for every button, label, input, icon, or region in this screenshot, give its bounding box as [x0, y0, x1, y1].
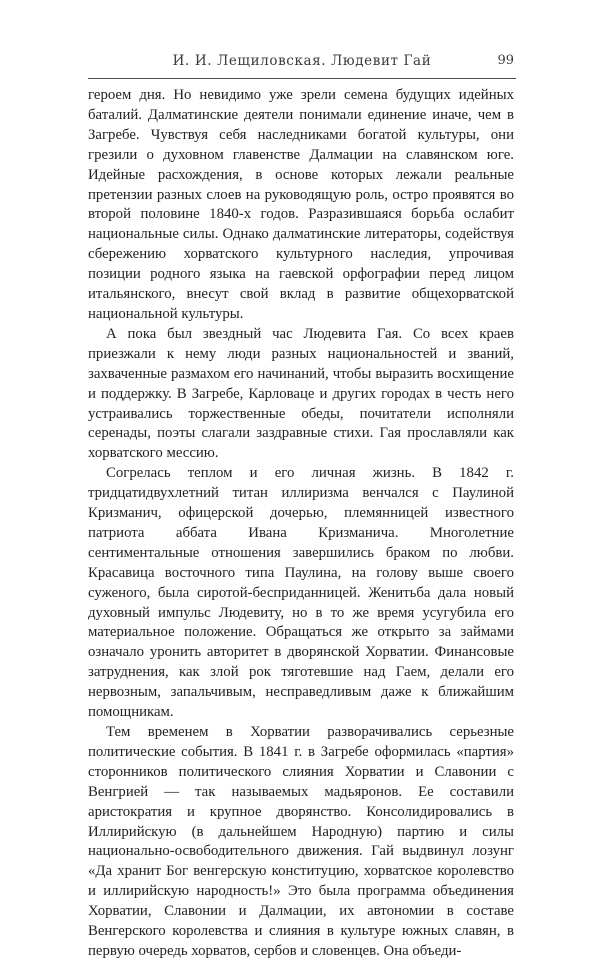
running-title: И. И. Лещиловская. Людевит Гай — [172, 53, 432, 69]
paragraph: Тем временем в Хорватии разворачивались серьезные политические события. В 1841 г. в Загребе оформилась «партия» сторонников политического слияния Хорватии и Славонии с Венгрией — так называемых мадьяронов. Ее составили аристократия и крупное дворянство. Консолидировались в Иллирийскую (в дальнейшем Народную) партию и силы национально-освободительного движения. Гай выдвинул лозунг «Да хранит Бог венгерскую конституцию, хорватское королевство и иллирийскую народность!» Это была программа объединения Хорватии, Славонии и Далмации, их автономии в составе Венгерского королевства и слияния в культуре южных славян, в первую очередь хорватов, сербов и словенцев. Она объеди- — [88, 724, 514, 959]
paragraph: героем дня. Но невидимо уже зрели семена будущих идейных баталий. Далматинские деятели понимали единение иначе, чем в Загребе. Чувствуя себя наследниками богатой культуры, они грезили о духовном главенстве Далмации на славянском юге. Идейные расхождения, в основе которых лежали реальные претензии разных слоев на руководящую роль, остро проявятся во второй половине 1840-х годов. Разразившаяся борьба ослабит национальные силы. Однако далматинские литераторы, содействуя сбережению хорватского культурного наследия, упрочивая позиции родного языка на гаевской орфографии перед лицом итальянского, внесут свой вклад в развитие общехорватской национальной культуры. — [88, 87, 514, 322]
running-header — [88, 52, 516, 79]
paragraph: А пока был звездный час Людевита Гая. Со всех краев приезжали к нему люди разных национальностей и званий, захваченные размахом его начинаний, чтобы выразить восхищение и поддержку. В Загребе, Карловаце и других городах в честь него устраивались торжественные обеды, почитатели исполняли серенады, поэты слагали заздравные стихи. Гая прославляли как хорватского мессию. — [88, 325, 514, 462]
page-number: 99 — [497, 53, 514, 68]
main-text — [88, 86, 514, 962]
paragraph: Согрелась теплом и его личная жизнь. В 1842 г. тридцатидвухлетний титан иллиризма венчался с Паулиной Кризманич, офицерской дочерью, племянницей известного патриота аббата Ивана Кризманича. Многолетние сентиментальные отношения завершились браком по любви. Красавица восточного типа Паулина, на голову выше своего суженого, была сиротой-бесприданницей. Женитьба дала новый духовный импульс Людевиту, но в то же время усугубила его материальное положение. Обращаться же открыто за займами означало уронить авторитет в дворянской Хорватии. Финансовые затруднения, как злой рок тяготевшие над Гаем, делали его нервозным, запальчивым, несправедливым даже к ближайшим помощникам. — [88, 465, 514, 721]
